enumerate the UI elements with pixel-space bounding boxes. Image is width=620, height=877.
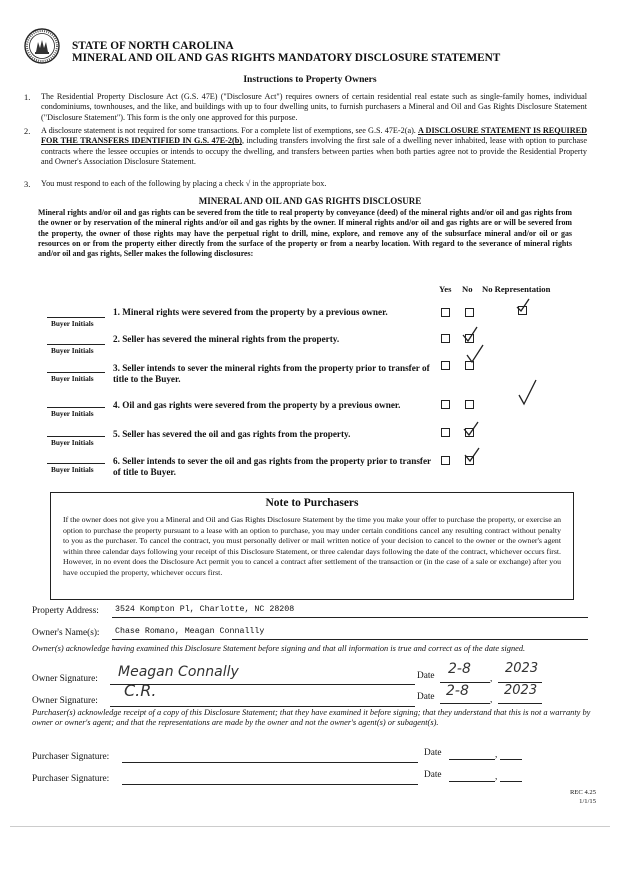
state-name: STATE OF NORTH CAROLINA — [72, 40, 234, 52]
property-address-value[interactable]: 3524 Kompton Pl, Charlotte, NC 28208 — [115, 605, 295, 614]
form-title: MINERAL AND OIL AND GAS RIGHTS MANDATORY DISCLOSURE STATEMENT — [72, 52, 501, 64]
item-2-part-c: , including transfers involving the first sale of a dwelling never inhabited, lease with option to purchase contracts where the lessee occupies or intends to occupy the dwelling, and transfers between parties when both parties agree not to provide the Residential Property and Owner's Association Disclosure Statement. — [41, 136, 587, 167]
note-title: Note to Purchasers — [265, 497, 359, 509]
purchaser-signature-line-2[interactable] — [122, 784, 418, 785]
purchaser-year-line-2[interactable] — [500, 781, 522, 782]
purchaser-date-label-1: Date — [424, 748, 442, 758]
q1-yes-checkbox[interactable] — [441, 308, 450, 317]
owner-date-2[interactable]: 2-8 — [446, 683, 469, 699]
note-text: If the owner does not give you a Mineral and Oil and Gas Rights Disclosure Statement by the time you make your offer to purchase the property, or exercise an option to purchase the property pursuant to a lease with an option to purchase, you may under certain conditions cancel any resulting contract without penalty to you as the purchaser. To cancel the contract, you must personally deliver or mail written notice of your decision to cancel to the owner or the owner's agent within three calendar days following your receipt of this Disclosure Statement, or three calendar days following the date of the contract, whichever occurs first. However, in no event does the Disclosure Act permit you to cancel a contract after settlement of the transaction or (in the case of a sale or exchange) after you have occupied the property, whichever occurs first. — [63, 515, 561, 577]
date-separator: , — [495, 750, 498, 760]
buyer-initials-label: Buyer Initials — [51, 374, 94, 383]
buyer-initials-label: Buyer Initials — [51, 346, 94, 355]
column-yes: Yes — [439, 284, 452, 294]
owner-date-label-2: Date — [417, 692, 435, 702]
purchaser-signature-label: Purchaser Signature: — [32, 752, 110, 762]
question-5: 5. Seller has severed the oil and gas rights from the property. — [113, 429, 351, 439]
buyer-initials-line[interactable] — [47, 436, 105, 437]
buyer-initials-line[interactable] — [47, 463, 105, 464]
property-address-line — [112, 617, 588, 618]
question-6: 6. Seller intends to sever the oil and gas rights from the property prior to transfer of title to Buyer. — [113, 456, 431, 477]
owners-name-value[interactable]: Chase Romano, Meagan Connallly — [115, 627, 265, 636]
q3-check-mark-icon — [465, 343, 485, 365]
q5-yes-checkbox[interactable] — [441, 428, 450, 437]
form-revision-date: 1/1/15 — [579, 798, 596, 805]
owner-date-1[interactable]: 2-8 — [448, 661, 471, 677]
buyer-initials-line[interactable] — [47, 372, 105, 373]
q2-yes-checkbox[interactable] — [441, 334, 450, 343]
purchaser-signature-label: Purchaser Signature: — [32, 774, 110, 784]
instruction-item-2 — [41, 126, 587, 168]
buyer-initials-label: Buyer Initials — [51, 438, 94, 447]
q4-no-checkbox[interactable] — [465, 400, 474, 409]
instructions-heading: Instructions to Property Owners — [243, 74, 377, 85]
owner-date-label-1: Date — [417, 671, 435, 681]
column-no: No — [462, 284, 473, 294]
owner-date-line-2 — [440, 703, 490, 704]
item-3-number: 3. — [24, 180, 31, 189]
q1-check-mark-icon — [515, 298, 531, 314]
q6-check-mark-icon — [463, 446, 481, 464]
q3-yes-checkbox[interactable] — [441, 361, 450, 370]
instruction-item-1: The Residential Property Disclosure Act (G.S. 47E) ("Disclosure Act") requires owners of certain residential real estate such as single-family homes, individual condominiums, townhouses, and the like, and buildings with up to four dwelling units, to furnish purchasers a Mineral and Oil and Gas Rights Disclosure Statement ("Disclosure Statement"). This form is the only one approved for this purpose. — [41, 92, 587, 122]
owners-name-label: Owner's Name(s): — [32, 628, 100, 638]
purchaser-year-line-1[interactable] — [500, 759, 522, 760]
question-2: 2. Seller has severed the mineral rights from the property. — [113, 334, 340, 344]
owner-acknowledgement: Owner(s) acknowledge having examined this Disclosure Statement before signing and that all information is true and correct as of the date signed. — [32, 644, 526, 653]
date-separator: , — [495, 772, 498, 782]
property-address-label: Property Address: — [32, 606, 99, 616]
buyer-initials-line[interactable] — [47, 407, 105, 408]
instruction-item-3: You must respond to each of the following by placing a check √ in the appropriate box. — [41, 179, 327, 188]
item-2-part-a: A disclosure statement is not required for some transactions. For a complete list of exemptions, see G.S. 47E-2(a). — [41, 126, 418, 135]
owner-year-2[interactable]: 2023 — [504, 683, 538, 698]
form-number: REC 4.25 — [569, 789, 596, 796]
date-separator: , — [490, 695, 493, 705]
owner-year-line-2 — [498, 703, 542, 704]
q4-check-mark-icon — [516, 378, 540, 408]
question-4: 4. Oil and gas rights were severed from the property by a previous owner. — [113, 400, 401, 410]
buyer-initials-line[interactable] — [47, 317, 105, 318]
purchaser-date-label-2: Date — [424, 770, 442, 780]
column-no-representation: No Representation — [482, 284, 551, 294]
q6-yes-checkbox[interactable] — [441, 456, 450, 465]
purchaser-date-line-1[interactable] — [449, 759, 495, 760]
q4-yes-checkbox[interactable] — [441, 400, 450, 409]
owner-signature-line-2[interactable] — [110, 706, 415, 707]
owners-name-line — [112, 639, 588, 640]
item-2-required-statement: A DISCLOSURE STATEMENT IS REQUIRED FOR THE TRANSFERS IDENTIFIED IN G.S. 47E-2(b) — [41, 126, 588, 146]
buyer-initials-line[interactable] — [47, 344, 105, 345]
disclosure-intro: Mineral rights and/or oil and gas rights can be severed from the title to real property by conveyance (deed) of the mineral rights and/or oil and gas rights from the owner or by reservation of the mineral rights and/or oil and gas rights by the owner. If mineral rights and/or oil and gas rights are or will be severed from the property, the owner of those rights may have the perpetual right to drill, mine, explore, and remove any of the subsurface mineral and/or oil or gas resources on or from the property either directly from the surface of the property or from a nearby location. With regard to the severance of mineral rights and/or oil and gas rights, Seller makes the following disclosures: — [38, 208, 572, 259]
page-bottom-edge — [10, 826, 610, 827]
note-to-purchasers-box — [50, 492, 574, 600]
q1-no-checkbox[interactable] — [465, 308, 474, 317]
owner-signature-1: Meagan Connally — [118, 664, 239, 680]
north-carolina-seal-icon — [24, 28, 60, 64]
owner-year-1[interactable]: 2023 — [505, 661, 539, 676]
owner-signature-2: C.R. — [124, 681, 157, 700]
purchaser-signature-line-1[interactable] — [122, 762, 418, 763]
owner-signature-label: Owner Signature: — [32, 674, 98, 684]
q2-check-mark-icon — [461, 325, 479, 343]
q5-check-mark-icon — [462, 420, 480, 438]
purchaser-date-line-2[interactable] — [449, 781, 495, 782]
item-2-number: 2. — [24, 127, 31, 136]
buyer-initials-label: Buyer Initials — [51, 409, 94, 418]
question-3: 3. Seller intends to sever the mineral rights from the property prior to transfer of title to the Buyer. — [113, 363, 430, 384]
purchaser-acknowledgement: Purchaser(s) acknowledge receipt of a copy of this Disclosure Statement; that they have examined it before signing; that they understand that this is not a warranty by owner or owner's agent; and that the representations are made by the owner and not the owner's agent(s) or subagent(s). — [32, 708, 591, 728]
buyer-initials-label: Buyer Initials — [51, 319, 94, 328]
item-1-number: 1. — [24, 93, 31, 102]
disclosure-heading: MINERAL AND OIL AND GAS RIGHTS DISCLOSURE — [198, 196, 422, 206]
document-header — [72, 40, 500, 64]
question-1: 1. Mineral rights were severed from the property by a previous owner. — [113, 307, 388, 317]
buyer-initials-label: Buyer Initials — [51, 465, 94, 474]
date-separator: , — [490, 674, 493, 684]
owner-signature-label: Owner Signature: — [32, 696, 98, 706]
